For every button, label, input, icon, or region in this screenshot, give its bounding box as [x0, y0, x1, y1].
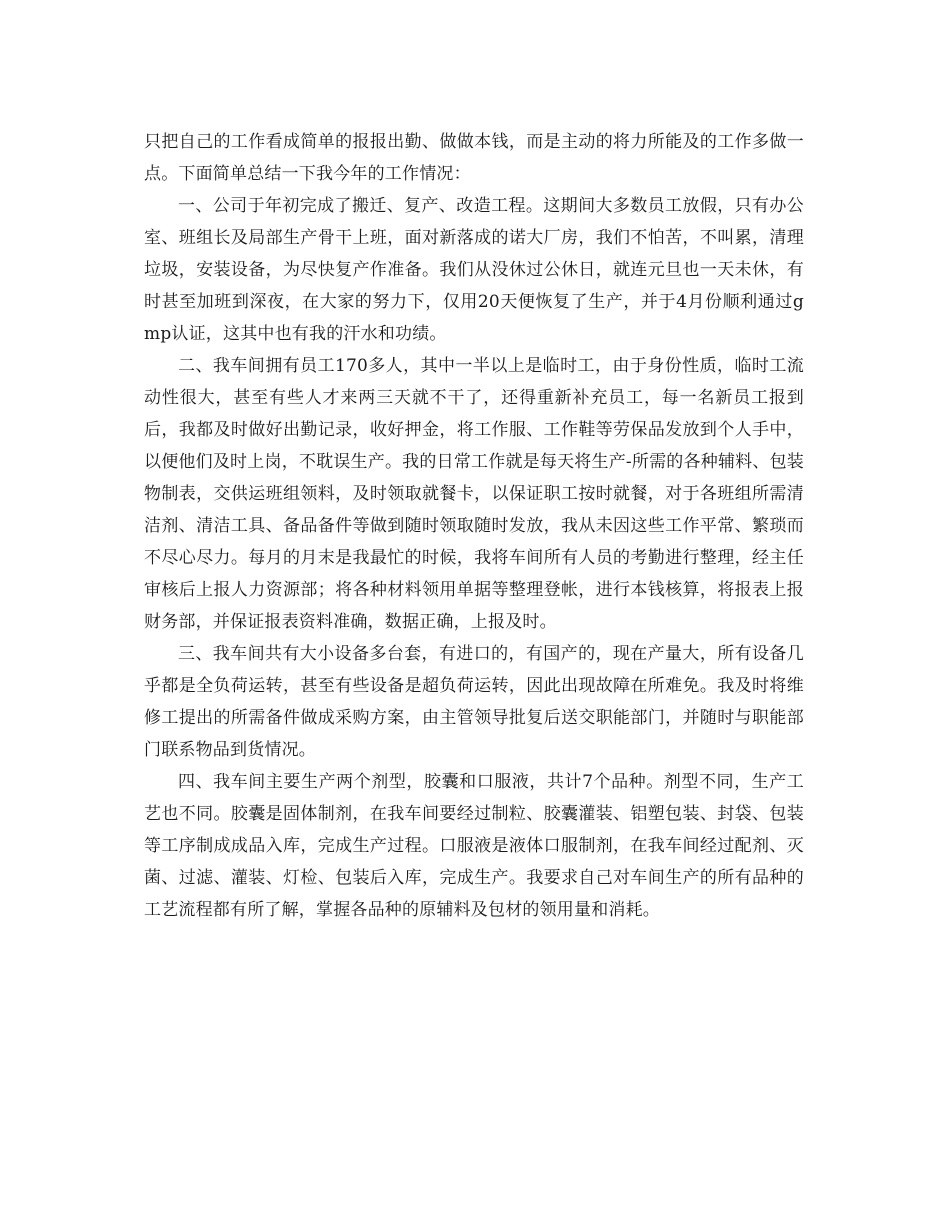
document-body: [144, 126, 804, 926]
paragraph-item-1: 一、公司于年初完成了搬迁、复产、改造工程。这期间大多数员工放假，只有办公室、班组长及局部生产骨干上班，面对新落成的诺大厂房，我们不怕苦，不叫累，清理垃圾，安装设备，为尽快复产作准备。我们从没休过公休日，就连元旦也一天未休，有时甚至加班到深夜，在大家的努力下，仅用20天便恢复了生产，并于4月份顺利通过gmp认证，这其中也有我的汗水和功绩。: [144, 196, 804, 344]
paragraph-item-2: 二、我车间拥有员工170多人，其中一半以上是临时工，由于身份性质，临时工流动性很大，甚至有些人才来两三天就不干了，还得重新补充员工，每一名新员工报到后，我都及时做好出勤记录，收好押金，将工作服、工作鞋等劳保品发放到个人手中，以便他们及时上岗，不耽误生产。我的日常工作就是每天将生产-所需的各种辅料、包装物制表，交供运班组领料，及时领取就餐卡，以保证职工按时就餐，对于各班组所需清洁剂、清洁工具、备品备件等做到随时领取随时发放，我从未因这些工作平常、繁琐而不尽心尽力。每月的月末是我最忙的时候，我将车间所有人员的考勤进行整理，经主任审核后上报人力资源部；将各种材料领用单据等整理登帐，进行本钱核算，将报表上报财务部，并保证报表资料准确，数据正确，上报及时。: [144, 356, 804, 632]
paragraph-intro: 只把自己的工作看成简单的报报出勤、做做本钱，而是主动的将力所能及的工作多做一点。下面简单总结一下我今年的工作情况：: [144, 132, 804, 184]
paragraph-item-3: 三、我车间共有大小设备多台套，有进口的，有国产的，现在产量大，所有设备几乎都是全负荷运转，甚至有些设备是超负荷运转，因此出现故障在所难免。我及时将维修工提出的所需备件做成采购方案，由主管领导批复后送交职能部门，并随时与职能部门联系物品到货情况。: [144, 644, 804, 760]
paragraph-item-4: 四、我车间主要生产两个剂型，胶囊和口服液，共计7个品种。剂型不同，生产工艺也不同。胶囊是固体制剂，在我车间要经过制粒、胶囊灌装、铝塑包装、封袋、包装等工序制成成品入库，完成生产过程。口服液是液体口服制剂，在我车间经过配剂、灭菌、过滤、灌装、灯检、包装后入库，完成生产。我要求自己对车间生产的所有品种的工艺流程都有所了解，掌握各品种的原辅料及包材的领用量和消耗。: [144, 772, 804, 920]
